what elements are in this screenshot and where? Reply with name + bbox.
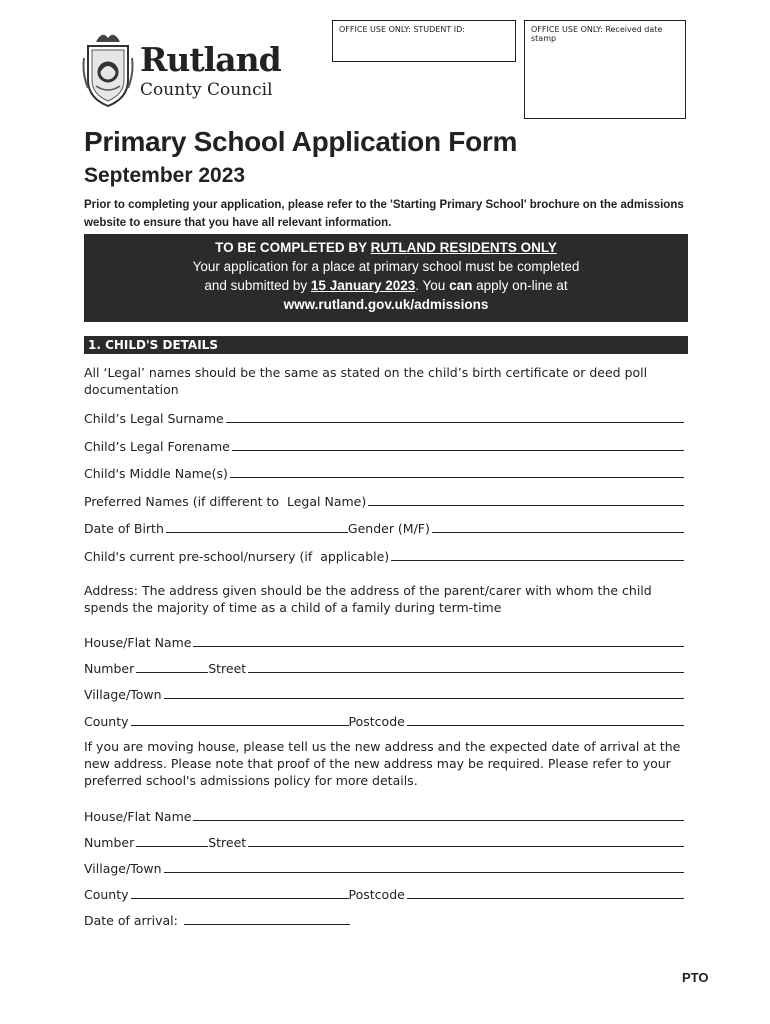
dob-label: Date of Birth [84, 521, 164, 536]
arrival-row [84, 910, 684, 928]
admissions-link[interactable]: www.rutland.gov.uk/admissions [283, 297, 489, 312]
page-subtitle: September 2023 [84, 164, 246, 187]
forename-field[interactable] [232, 450, 684, 451]
county-field[interactable] [131, 725, 349, 726]
council-crest-icon [82, 28, 134, 110]
village-row [84, 684, 684, 702]
pto-label: PTO [682, 970, 709, 985]
county-postcode-row [84, 711, 684, 729]
new-number-street-row [84, 832, 684, 850]
new-postcode-label: Postcode [348, 887, 405, 902]
gender-field[interactable] [432, 532, 684, 533]
preferred-name-field[interactable] [368, 505, 684, 506]
logo-subname: County Council [140, 80, 273, 100]
intro-text: Prior to completing your application, please refer to the 'Starting Primary School' brochure on the admissions website to ensure that you have all relevant information. [84, 199, 684, 229]
section-childs-details-header: 1. CHILD'S DETAILS [84, 336, 688, 354]
number-street-row [84, 658, 684, 676]
banner-line-1: TO BE COMPLETED BY RUTLAND RESIDENTS ONLY [215, 240, 557, 255]
street-field[interactable] [248, 672, 684, 673]
office-student-id-box[interactable] [332, 20, 516, 62]
middle-name-field[interactable] [230, 477, 684, 478]
new-street-label: Street [208, 835, 247, 850]
house-label: House/Flat Name [84, 635, 192, 650]
new-village-field[interactable] [164, 872, 685, 873]
new-number-label: Number [84, 835, 135, 850]
new-village-label: Village/Town [84, 861, 162, 876]
middle-name-label: Child's Middle Name(s) [84, 466, 228, 481]
new-street-field[interactable] [248, 846, 684, 847]
new-county-postcode-row [84, 884, 684, 902]
new-house-field[interactable] [193, 820, 684, 821]
preschool-field[interactable] [391, 560, 684, 561]
moving-note: If you are moving house, please tell us the new address and the expected date of arrival at the new address. Please note that proof of the new address may be required. Please refer to your preferred school's admissions policy for more details. [84, 739, 681, 788]
postcode-label: Postcode [348, 714, 405, 729]
new-village-row [84, 858, 684, 876]
surname-field[interactable] [226, 422, 684, 423]
new-county-field[interactable] [131, 898, 349, 899]
house-field[interactable] [193, 646, 684, 647]
new-house-row [84, 806, 684, 824]
forename-row [84, 436, 684, 454]
new-county-label: County [84, 887, 129, 902]
office-date-stamp-box[interactable] [524, 20, 686, 119]
postcode-field[interactable] [407, 725, 684, 726]
address-note: Address: The address given should be the address of the parent/carer with whom the child spends the majority of time as a child of a family during term-time [84, 583, 652, 615]
arrival-label: Date of arrival: [84, 913, 178, 928]
surname-label: Child’s Legal Surname [84, 411, 224, 426]
office-student-id-label: OFFICE USE ONLY: STUDENT ID: [339, 25, 465, 34]
number-field[interactable] [136, 672, 208, 673]
preferred-name-label: Preferred Names (if different to Legal Name) [84, 494, 367, 509]
new-postcode-field[interactable] [407, 898, 684, 899]
street-label: Street [208, 661, 247, 676]
dob-gender-row [84, 518, 684, 536]
preferred-name-row [84, 491, 684, 509]
number-label: Number [84, 661, 135, 676]
page-title: Primary School Application Form [84, 126, 518, 157]
preschool-label: Child's current pre-school/nursery (if applicable) [84, 549, 390, 564]
gender-label: Gender (M/F) [347, 521, 430, 536]
house-row [84, 632, 684, 650]
village-field[interactable] [164, 698, 685, 699]
logo-name: Rutland [140, 40, 281, 79]
forename-label: Child’s Legal Forename [84, 439, 230, 454]
new-number-field[interactable] [136, 846, 208, 847]
office-date-stamp-label: OFFICE USE ONLY: Received date stamp [531, 25, 663, 43]
banner-line-3: and submitted by 15 January 2023. You can apply on-line at [204, 278, 568, 293]
dob-field[interactable] [166, 532, 348, 533]
surname-row [84, 408, 684, 426]
banner-line-2: Your application for a place at primary school must be completed [192, 259, 580, 274]
preschool-row [84, 546, 684, 564]
legal-names-note: All ‘Legal’ names should be the same as stated on the child’s birth certificate or deed poll documentation [84, 365, 648, 397]
new-house-label: House/Flat Name [84, 809, 192, 824]
county-label: County [84, 714, 129, 729]
village-label: Village/Town [84, 687, 162, 702]
arrival-field[interactable] [184, 924, 350, 925]
residents-banner [84, 234, 688, 322]
middle-name-row [84, 463, 684, 481]
